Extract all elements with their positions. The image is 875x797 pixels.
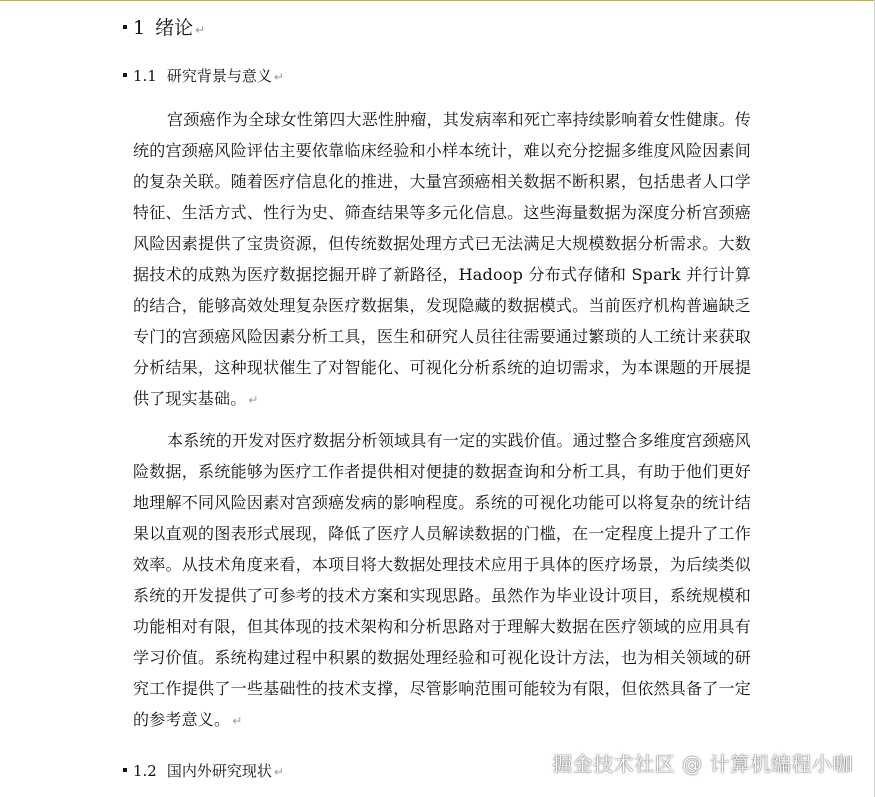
paragraph-mark-icon: ↵	[248, 393, 259, 407]
paragraph-text: 本系统的开发对医疗数据分析领域具有一定的实践价值。通过整合多维度宫颈癌风险数据，系统能够为医疗工作者提供相对便捷的数据查询和分析工具，有助于他们更好地理解不同风险因素对宫颈癌发病的影响程度。系统的可视化功能可以将复杂的统计结果以直观的图表形式展现，降低了医疗人员解读数据的门槛，在一定程度上提升了工作效率。从技术角度来看，本项目将大数据处理技术应用于具体的医疗场景，为后续类似系统的开发提供了可参考的技术方案和实现思路。虽然作为毕业设计项目，系统规模和功能相对有限，但其体现的技术架构和分析思路对于理解大数据在医疗领域的应用具有学习价值。系统构建过程中积累的数据处理经验和可视化设计方法，也为相关领域的研究工作提供了一些基础性的技术支撑，尽管影响范围可能较为有限，但依然具备了一定的参考意义。	[133, 431, 751, 729]
section-title: 国内外研究现状	[166, 762, 272, 780]
section-number: 1.1	[133, 67, 157, 85]
heading-bullet-icon	[123, 73, 127, 77]
paragraph-mark-icon: ↵	[273, 765, 284, 779]
paragraph-text: 宫颈癌作为全球女性第四大恶性肿瘤，其发病率和死亡率持续影响着女性健康。传统的宫颈癌风险评估主要依靠临床经验和小样本统计，难以充分挖掘多维度风险因素间的复杂关联。随着医疗信息化的推进，大量宫颈癌相关数据不断积累，包括患者人口学特征、生活方式、性行为史、筛查结果等多元化信息。这些海量数据为深度分析宫颈癌风险因素提供了宝贵资源，但传统数据处理方式已无法满足大规模数据分析需求。大数据技术的成熟为医疗数据挖掘开辟了新路径，Hadoop 分布式存储和 Spark 并行计算的结合，能够高效处理复杂医疗数据集，发现隐藏的数据模式。当前医疗机构普遍缺乏专门的宫颈癌风险因素分析工具，医生和研究人员往往需要通过繁琐的人工统计来获取分析结果，这种现状催生了对智能化、可视化分析系统的迫切需求，为本课题的开展提供了现实基础。	[133, 110, 751, 408]
section-heading-1-1	[123, 65, 284, 88]
watermark-text: 掘金技术社区 @ 计算机编程小咖	[552, 752, 853, 776]
paragraph-mark-icon: ↵	[195, 23, 206, 37]
paragraph-mark-icon: ↵	[273, 70, 284, 84]
chapter-title: 绪论	[155, 17, 194, 39]
chapter-heading	[123, 14, 205, 44]
paragraph-mark-icon: ↵	[232, 714, 243, 728]
body-paragraph	[133, 425, 751, 737]
heading-bullet-icon	[123, 768, 127, 772]
section-number: 1.2	[133, 762, 157, 780]
section-heading-1-2	[123, 760, 284, 783]
body-paragraph	[133, 104, 751, 416]
heading-bullet-icon	[123, 25, 127, 29]
section-title: 研究背景与意义	[166, 67, 272, 85]
chapter-number: 1	[133, 17, 146, 39]
